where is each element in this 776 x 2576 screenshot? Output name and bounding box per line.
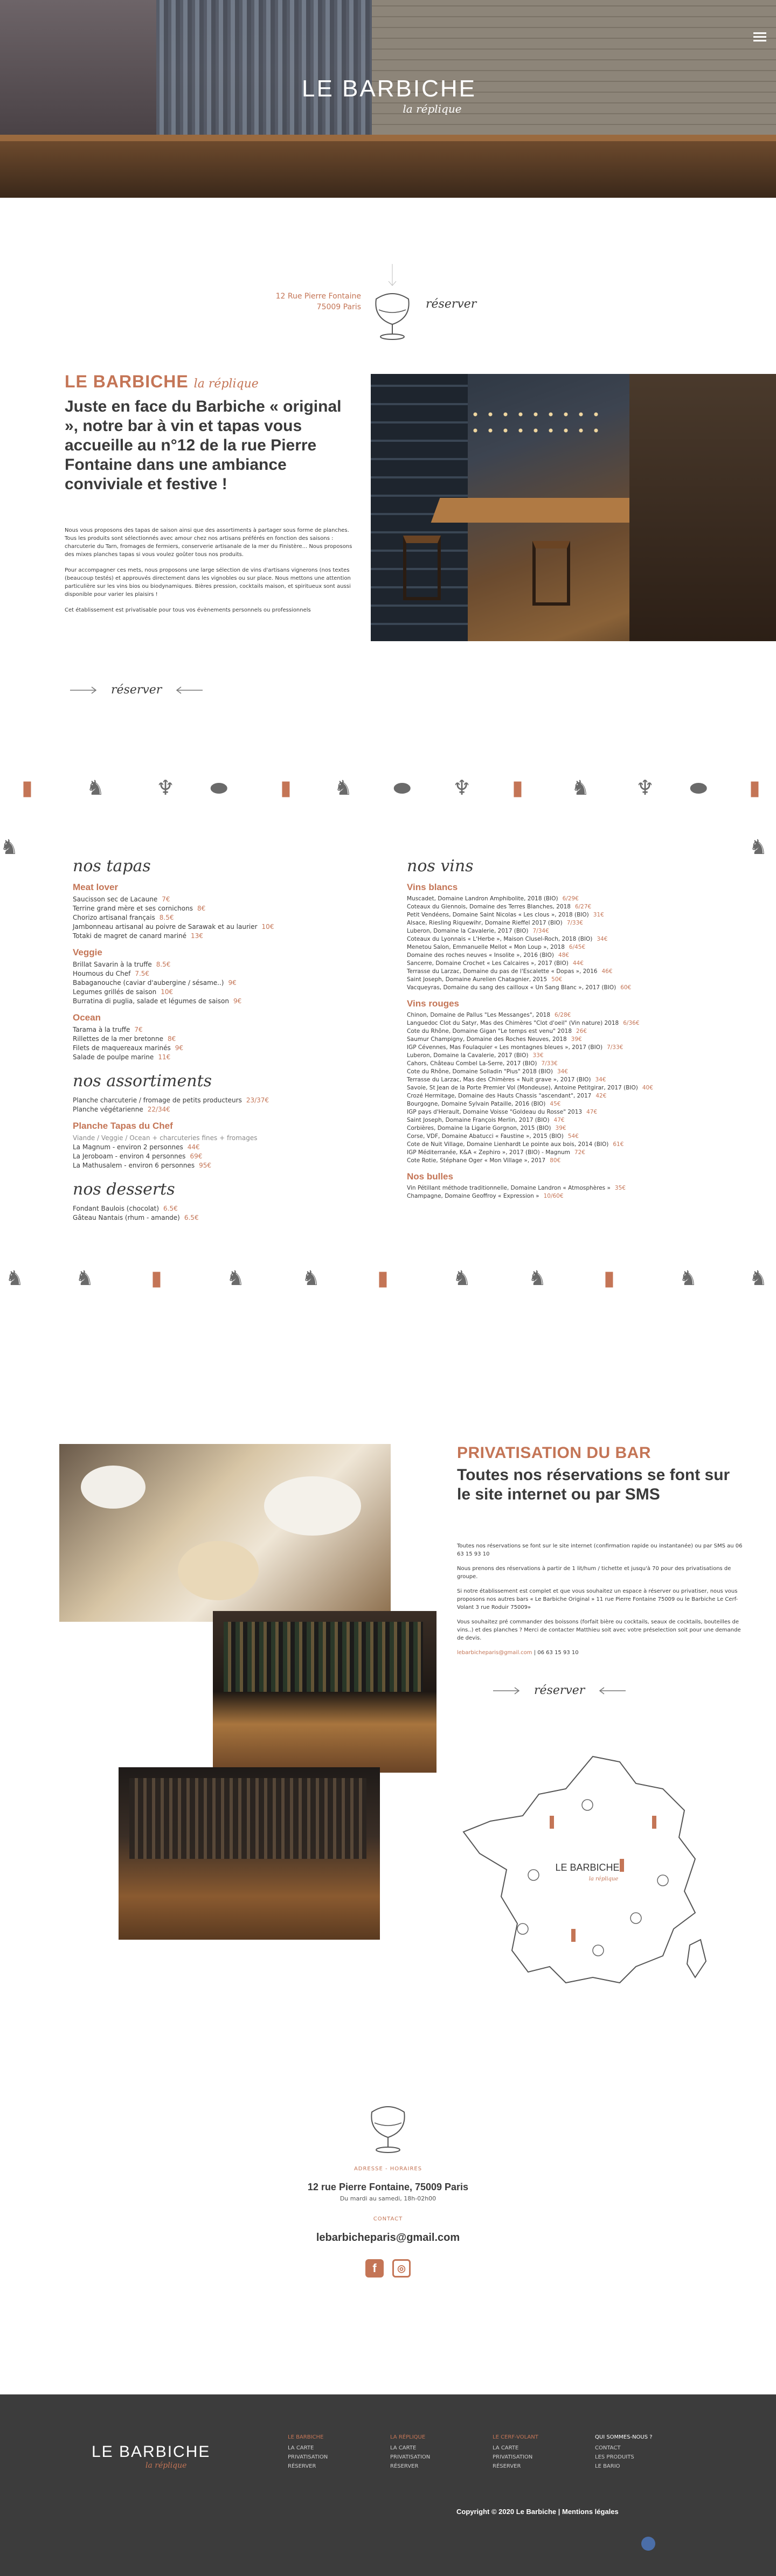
menu-item [73, 997, 353, 1006]
menu-item-price: 54€ [567, 1133, 579, 1140]
menu-item-label: Savoie, St Jean de la Porte Premier Vol (Mondeuse), Antoine Petitgirar, 2017 (BIO) [407, 1085, 638, 1091]
intro-brand [65, 372, 356, 392]
privatisation-email-link[interactable]: lebarbicheparis@gmail.com [457, 1650, 532, 1656]
footer-link[interactable]: PRIVATISATION [288, 2454, 328, 2460]
tapas-title: nos tapas [73, 857, 151, 876]
menu-item-label: Babaganouche (caviar d'aubergine / sésame..) [73, 979, 224, 987]
menu-item-label: Corbières, Domaine la Ligarie Gorgnon, 2015 (BIO) [407, 1125, 551, 1131]
assortiments-title: nos assortiments [73, 1072, 212, 1091]
menu-item-price: 9€ [233, 997, 242, 1005]
menu-item-price: 7/34€ [532, 928, 549, 934]
bar-counter-photo [119, 1767, 380, 1940]
menu-item [73, 1053, 353, 1062]
goat-icon: ♞ [5, 1266, 24, 1290]
menu-item [73, 1143, 353, 1152]
menu-item-price: 9€ [175, 1044, 184, 1052]
menu-item-price: 6/27€ [574, 904, 592, 910]
menu-item-price: 34€ [595, 1077, 606, 1083]
menu-item [407, 1019, 709, 1027]
instagram-icon[interactable]: ◎ [392, 2259, 411, 2278]
menu-item [407, 1060, 709, 1068]
menu-item [73, 932, 353, 941]
footer-column-heading[interactable]: LE CERF-VOLANT [493, 2434, 538, 2440]
footer-link[interactable]: CONTACT [595, 2445, 621, 2451]
privatisation-paragraph-1: Toutes nos réservations se font sur le site internet (confirmation rapide ou instantanée) ou par SMS au 06 63 15 93 10 [457, 1543, 743, 1557]
menu-item-label: Cote Rotie, Stéphane Oger « Mon Village », 2017 [407, 1157, 546, 1164]
menu-item [73, 1213, 353, 1223]
bottle-icon: ▮ [604, 1266, 615, 1290]
menu-item-label: Gâteau Nantais (rhum - amande) [73, 1214, 180, 1221]
menu-item-label: Luberon, Domaine la Cavalerie, 2017 (BIO) [407, 928, 529, 934]
bottle-icon: ▮ [749, 776, 760, 800]
menu-item-label: Luberon, Domaine la Cavalerie, 2017 (BIO) [407, 1052, 529, 1059]
menu-item-label: Bourgogne, Domaine Sylvain Pataille, 2016 (BIO) [407, 1101, 546, 1107]
menu-column-food [73, 857, 353, 1223]
footer-link[interactable]: PRIVATISATION [390, 2454, 431, 2460]
menu-item-price: 26€ [576, 1028, 587, 1034]
hero-logo-subtitle: la réplique [403, 102, 462, 115]
chef-board-list [73, 1143, 353, 1170]
menu-category-title: Vins rouges [407, 998, 459, 1009]
menu-item-price: 44€ [572, 960, 584, 967]
menu-item-label: Fondant Baulois (chocolat) [73, 1205, 160, 1212]
menu-item-price: 35€ [614, 1185, 626, 1191]
menu-item [407, 935, 709, 943]
wine-shelf-photo [213, 1611, 436, 1773]
menu-item-label: La Jeroboam - environ 4 personnes [73, 1152, 186, 1160]
menu-item [73, 904, 353, 913]
contact-label: CONTACT [373, 2216, 403, 2222]
menu-item-price: 22/34€ [147, 1106, 170, 1113]
menu-item-price: 40€ [642, 1085, 653, 1091]
arrow-left-icon [599, 1687, 626, 1695]
menu-item-price: 50€ [551, 976, 563, 983]
contact-email[interactable]: lebarbicheparis@gmail.com [316, 2232, 460, 2244]
menu-item [407, 984, 709, 992]
menu-item [407, 1100, 709, 1108]
menu-item-price: 80€ [550, 1157, 561, 1164]
footer-column-heading[interactable]: LA RÉPLIQUE [390, 2434, 426, 2440]
contact-section [0, 2096, 776, 2278]
menu-item-label: Vacqueyras, Domaine du sang des cailloux « Un Sang Blanc », 2017 (BIO) [407, 984, 616, 991]
menu-item [407, 1044, 709, 1052]
intro-reserve-row[interactable] [70, 683, 203, 697]
cork-icon: ⬬ [690, 776, 708, 800]
social-links [0, 2259, 776, 2278]
menu-item-label: Menetou Salon, Emmanuelle Mellot « Mon Loup », 2018 [407, 944, 565, 950]
menu-item-price: 7/33€ [566, 920, 583, 926]
menu-item-label: Planche végétarienne [73, 1106, 143, 1113]
privatisation-paragraph-4: Vous souhaitez pré commander des boissons (forfait bière ou cocktails, seaux de cocktails, bouteilles de vins..) et des planches ? Merci de contacter Matthieu soit avec votre préselection soit pour une demande de devis. [457, 1619, 741, 1641]
menu-item [407, 1084, 709, 1092]
goat-icon: ♞ [334, 776, 353, 800]
menu-item-label: Saumur Champigny, Domaine des Roches Neuves, 2018 [407, 1036, 567, 1043]
menu-item-price: 8€ [197, 905, 206, 912]
menu-item-label: IGP Méditerranée, K&A « Zephiro », 2017 (BIO) - Magnum [407, 1149, 570, 1156]
reserve-link-top[interactable]: réserver [426, 297, 477, 311]
menu-item [73, 988, 353, 997]
decorative-icons-bottom [0, 1266, 776, 1304]
menu-item-label: Brillat Savarin à la truffe [73, 961, 152, 968]
menu-item [407, 1116, 709, 1124]
goat-icon: ♞ [453, 1266, 472, 1290]
menu-item-price: 7.5€ [135, 970, 150, 977]
goat-icon: ♞ [0, 835, 19, 859]
menu-item-price: 7/33€ [607, 1044, 623, 1051]
menu-item [407, 1192, 709, 1200]
menu-item-label: Domaine des roches neuves « Insolite », 2016 (BIO) [407, 952, 555, 959]
privatisation-contact [457, 1649, 743, 1657]
menu-item [73, 1044, 353, 1053]
menu-item-label: Legumes grillés de saison [73, 988, 157, 996]
privatisation-title: PRIVATISATION DU BAR [457, 1444, 651, 1462]
intro-paragraphs [65, 526, 356, 614]
hero-counter [0, 141, 776, 198]
map-logo-subtitle: la réplique [588, 1876, 619, 1882]
footer-column [493, 2434, 552, 2471]
goat-icon: ♞ [749, 835, 768, 859]
bottle-icon: ▮ [280, 776, 292, 800]
menu-item [73, 969, 353, 978]
france-map-illustration [458, 1751, 717, 1988]
glass-icon: ♆ [636, 776, 655, 800]
footer-link[interactable]: RÉSERVER [493, 2463, 521, 2469]
intro-brand-name: LE BARBICHE [65, 372, 189, 391]
menu-item-price: 34€ [557, 1068, 568, 1075]
footer-link[interactable]: LES PRODUITS [595, 2454, 634, 2460]
footer-link[interactable]: LA CARTE [390, 2445, 417, 2451]
menu-item [407, 960, 709, 968]
menu-item-price: 10€ [161, 988, 174, 996]
menu-item-price: 7€ [134, 1026, 143, 1033]
menu-item-price: 47€ [553, 1117, 565, 1123]
menu-item [407, 1027, 709, 1036]
menu-item-label: Chinon, Domaine de Pallus "Les Messanges", 2018 [407, 1012, 551, 1018]
glass-icon: ♆ [453, 776, 472, 800]
menu-item-price: 6/36€ [623, 1020, 640, 1026]
menu-item [73, 1025, 353, 1034]
menu-item-price: 46€ [601, 968, 613, 975]
privatisation-phone: | 06 63 15 93 10 [534, 1650, 579, 1656]
site-footer [0, 2394, 776, 2576]
footer-link[interactable]: RÉSERVER [288, 2463, 316, 2469]
glass-icon: ♆ [156, 776, 175, 800]
menu-item-price: 13€ [191, 932, 203, 940]
menu-item [407, 943, 709, 952]
menu-item [73, 1161, 353, 1170]
menu-item-label: Cote du Rhône, Domaine Solladin "Pius" 2018 (BIO) [407, 1068, 553, 1075]
menu-item [407, 976, 709, 984]
menu-item [407, 1011, 709, 1019]
intro-reserve-link[interactable]: réserver [111, 683, 162, 697]
menu-item-label: Tarama à la truffe [73, 1026, 130, 1033]
privatisation-photos [59, 1444, 436, 1940]
menu-item [407, 903, 709, 911]
menu-item [407, 952, 709, 960]
footer-nav [288, 2434, 654, 2471]
menu-item-label: Terrasse du Larzac, Domaine du pas de l'Escalette « Dopas », 2016 [407, 968, 598, 975]
menu-item-label: Sancerre, Domaine Crochet « Les Calcaires », 2017 (BIO) [407, 960, 569, 967]
footer-link[interactable]: LA CARTE [493, 2445, 519, 2451]
menu-item-price: 7/33€ [541, 1060, 558, 1067]
bottle-icon: ▮ [151, 1266, 162, 1290]
menu-item-label: Corse, VDF, Domaine Abatucci « Faustine », 2015 (BIO) [407, 1133, 564, 1140]
hero-wall-left [0, 0, 156, 135]
bar-interior-photo [371, 374, 776, 641]
footer-column [288, 2434, 347, 2471]
menu-item-price: 39€ [571, 1036, 582, 1043]
menu-item [407, 911, 709, 919]
menu-item [73, 913, 353, 922]
privacy-badge-icon[interactable] [641, 2537, 655, 2551]
footer-link[interactable]: LA CARTE [288, 2445, 314, 2451]
chef-board-subtitle: Viande / Veggie / Ocean + charcuteries fines + fromages [73, 1134, 258, 1142]
menu-item-label: Houmous du Chef [73, 970, 131, 977]
bottle-icon: ▮ [512, 776, 523, 800]
menu-item-price: 11€ [158, 1053, 171, 1061]
menu-item-label: Vin Pétillant méthode traditionnelle, Domaine Landron « Atmosphères » [407, 1185, 611, 1191]
menu-item-label: Terrine grand mère et ses cornichons [73, 905, 193, 912]
menu-item-price: 6.5€ [184, 1214, 199, 1221]
menu-item-price: 72€ [574, 1149, 585, 1156]
tapas-categories [73, 882, 353, 1062]
menu-section [0, 776, 776, 1369]
menu-item [407, 1149, 709, 1157]
facebook-icon[interactable]: f [365, 2259, 384, 2278]
menu-item-label: Cote du Rhône, Domaine Gigan "Le temps est venu" 2018 [407, 1028, 572, 1034]
footer-logo[interactable] [92, 2443, 242, 2470]
menu-item-price: 23/37€ [246, 1096, 269, 1104]
menu-item [73, 960, 353, 969]
footer-column-heading[interactable]: LE BARBICHE [288, 2434, 324, 2440]
menu-item-label: Languedoc Clot du Satyr, Mas des Chimères "Clot d'oeil" (Vin nature) 2018 [407, 1020, 619, 1026]
menu-item-label: Cahors, Château Combel La-Serre, 2017 (BIO) [407, 1060, 537, 1067]
menu-item-label: Terrasse du Larzac, Mas des Chimères « Nuit grave », 2017 (BIO) [407, 1077, 591, 1083]
menu-item [73, 895, 353, 904]
menu-item-label: La Magnum - environ 2 personnes [73, 1143, 183, 1151]
menu-item-price: 6.5€ [163, 1205, 178, 1212]
menu-item-price: 44€ [187, 1143, 200, 1151]
menu-item-price: 95€ [199, 1162, 212, 1169]
wine-categories [407, 882, 709, 1200]
menu-item-price: 10/60€ [543, 1193, 564, 1199]
menu-item-label: Cote de Nuit Village, Domaine Lienhardt Le pointe aux bois, 2014 (BIO) [407, 1141, 609, 1148]
footer-link[interactable]: LE BARIO [595, 2463, 620, 2469]
cork-icon: ⬬ [210, 776, 228, 800]
menu-item-price: 61€ [613, 1141, 624, 1148]
menu-item [407, 895, 709, 903]
desserts-list [73, 1204, 353, 1223]
menu-category-title: Vins blancs [407, 882, 458, 892]
privatisation-paragraphs [457, 1542, 743, 1657]
menu-item [407, 1068, 709, 1076]
footer-copyright[interactable]: Copyright © 2020 Le Barbiche | Mentions légales [456, 2508, 619, 2516]
goat-icon: ♞ [226, 1266, 245, 1290]
menu-column-wine [407, 857, 709, 1200]
goat-icon: ♞ [302, 1266, 321, 1290]
goat-icon: ♞ [749, 1266, 768, 1290]
menu-item-label: Salade de poulpe marine [73, 1053, 154, 1061]
contact-address-label: ADRESSE - HORAIRES [354, 2166, 422, 2172]
cork-icon: ⬬ [393, 776, 411, 800]
menu-item-price: 6/45€ [569, 944, 586, 950]
footer-column [390, 2434, 449, 2471]
arrow-right-icon [70, 686, 97, 694]
goat-icon: ♞ [86, 776, 105, 800]
menu-item [407, 1141, 709, 1149]
hamburger-menu-icon[interactable] [753, 32, 766, 42]
menu-item-label: Saucisson sec de Lacaune [73, 895, 158, 903]
menu-item-price: 10€ [261, 923, 274, 931]
menu-item-price: 60€ [620, 984, 632, 991]
menu-item-label: Alsace, Riesling Riquewihr, Domaine Rieffel 2017 (BIO) [407, 920, 563, 926]
menu-item-price: 31€ [593, 912, 604, 918]
privatisation-paragraph-3: Si notre établissement est complet et que vous souhaitez un espace à réserver ou privatiser, nous vous proposons nos autres bars « Le Barbiche Original » 11 rue Pierre Fontaine 75009 ou le Barbiche Le Cerf-Volant 3 rue Roduir 75009» [457, 1588, 738, 1610]
menu-item-price: 69€ [190, 1152, 203, 1160]
hero-banner [0, 0, 776, 198]
menu-item-label: Rillettes de la mer bretonne [73, 1035, 164, 1043]
menu-item-label: Filets de maquereaux marinés [73, 1044, 171, 1052]
menu-item [407, 1157, 709, 1165]
menu-item-label: Coteaux du Lyonnais « L'Herbe », Maison Clusel-Roch, 2018 (BIO) [407, 936, 593, 942]
goat-icon: ♞ [679, 1266, 698, 1290]
menu-item-price: 33€ [532, 1052, 544, 1059]
bottle-icon: ▮ [377, 1266, 389, 1290]
intro-brand-subtitle: la réplique [193, 377, 259, 391]
menu-item-label: Crozé Hermitage, Domaine des Hauts Chassis "ascendant", 2017 [407, 1093, 592, 1099]
menu-item-label: Burratina di puglia, salade et légumes de saison [73, 997, 229, 1005]
desserts-title: nos desserts [73, 1180, 175, 1199]
menu-item [407, 1133, 709, 1141]
menu-item [407, 1076, 709, 1084]
menu-item-price: 47€ [586, 1109, 598, 1115]
menu-item [407, 1092, 709, 1100]
menu-item [73, 922, 353, 932]
map-logo-title: LE BARBICHE [555, 1862, 620, 1873]
menu-item [73, 1152, 353, 1161]
privatisation-headline: Toutes nos réservations se font sur le site internet ou par SMS [457, 1466, 730, 1503]
menu-item-label: Saint Joseph, Domaine Aurelien Chatagnier, 2015 [407, 976, 548, 983]
footer-link[interactable]: PRIVATISATION [493, 2454, 533, 2460]
intro-paragraph-2: Pour accompagner ces mets, nous proposons une large sélection de vins d'artisans vignerons (nos textes (beaucoup testés) et approuvés directement dans les vignobles ou sur place. Nous mettons une attention particulière sur les vins bios ou biodynamiques. Bières pression, cocktails maison, et spiritueux sont aussi disponible pour varier les plaisirs ! [65, 567, 351, 598]
menu-category-title: Meat lover [73, 882, 119, 892]
menu-item-label: IGP Cévennes, Mas Foulaquier « Les montagnes bleues », 2017 (BIO) [407, 1044, 603, 1051]
menu-item [73, 978, 353, 988]
wines-title: nos vins [407, 857, 474, 876]
menu-item-label: Coteaux du Giennois, Domaine des Terres Blanches, 2018 [407, 904, 571, 910]
menu-category-title: Ocean [73, 1012, 101, 1023]
arrow-left-icon [176, 686, 203, 694]
hero-logo[interactable] [265, 75, 513, 145]
goat-icon: ♞ [571, 776, 590, 800]
menu-item [407, 1124, 709, 1133]
menu-item [407, 1184, 709, 1192]
privatisation-paragraph-2: Nous prenons des réservations à partir de 1 lit/hum / tichette et jusqu'à 70 pour des privatisations de groupe. [457, 1566, 731, 1580]
assortiments-list [73, 1096, 353, 1114]
menu-item-label: Chorizo artisanal français [73, 914, 155, 921]
menu-item-label: Petit Vendéens, Domaine Saint Nicolas « Les clous », 2018 (BIO) [407, 912, 589, 918]
menu-item-price: 6/29€ [562, 895, 579, 902]
menu-item [407, 927, 709, 935]
hero-logo-title: LE BARBICHE [302, 75, 476, 102]
footer-logo-title: LE BARBICHE [92, 2443, 211, 2461]
menu-item [407, 919, 709, 927]
intro-section [65, 372, 356, 614]
intro-paragraph-1: Nous vous proposons des tapas de saison ainsi que des assortiments à partager sous forme de planches. Tous les produits sont sélectionnés avec amour chez nos artisans préférés en fonction des saisons : charcuterie du Tarn, fromages de fermiers, conserverie artisanale de la mer du Finistère... Nous proposons des mixes planches tapas si vous voulez goûter tous nos produits. [65, 527, 352, 558]
bottle-icon: ▮ [22, 776, 33, 800]
menu-item [407, 1052, 709, 1060]
menu-item [73, 1096, 353, 1105]
privatisation-section [457, 1444, 743, 1657]
menu-item [73, 1034, 353, 1044]
menu-item-label: Totaki de magret de canard mariné [73, 932, 187, 940]
privatisation-reserve-link[interactable]: réserver [534, 1684, 585, 1697]
menu-item [73, 1204, 353, 1213]
menu-item-label: IGP pays d'Herault, Domaine Voisse "Goldeau du Rosse" 2013 [407, 1109, 583, 1115]
menu-item [407, 1036, 709, 1044]
footer-logo-subtitle: la réplique [146, 2461, 187, 2470]
menu-item-price: 8.5€ [156, 961, 171, 968]
menu-item [407, 968, 709, 976]
menu-item-label: La Mathusalem - environ 6 personnes [73, 1162, 195, 1169]
footer-column [595, 2434, 654, 2471]
arrow-right-icon [493, 1687, 520, 1695]
menu-item-price: 34€ [597, 936, 608, 942]
menu-item-label: Saint Joseph, Domaine François Merlin, 2017 (BIO) [407, 1117, 550, 1123]
address-reserve-block [0, 232, 776, 339]
menu-category-title: Veggie [73, 947, 102, 957]
menu-item-price: 9€ [228, 979, 237, 987]
menu-item-label: Champagne, Domaine Geoffroy « Expression » [407, 1193, 539, 1199]
privatisation-reserve-row[interactable] [493, 1684, 626, 1697]
chef-board-title: Planche Tapas du Chef [73, 1121, 173, 1131]
decorative-icons-top [0, 776, 776, 814]
menu-item-price: 6/28€ [555, 1012, 571, 1018]
address-line-1: 12 Rue Pierre Fontaine [275, 292, 361, 301]
menu-item-label: Planche charcuterie / fromage de petits producteurs [73, 1096, 242, 1104]
wine-glass-icon [368, 264, 417, 345]
menu-item-label: Muscadet, Domaine Landron Amphibolite, 2018 (BIO) [407, 895, 558, 902]
menu-item [73, 1105, 353, 1114]
menu-item-price: 7€ [162, 895, 170, 903]
menu-category-title: Nos bulles [407, 1171, 453, 1182]
menu-item-label: Jambonneau artisanal au poivre de Sarawak et au laurier [73, 923, 258, 931]
menu-item-price: 45€ [550, 1101, 561, 1107]
goat-icon: ♞ [75, 1266, 94, 1290]
menu-item-price: 39€ [555, 1125, 566, 1131]
goat-icon: ♞ [528, 1266, 547, 1290]
food-platter-photo [59, 1444, 391, 1622]
contact-address: 12 rue Pierre Fontaine, 75009 Paris [307, 2182, 469, 2192]
intro-paragraph-3: Cet établissement est privatisable pour tous vos évènements personnels ou professionnels [65, 607, 311, 613]
menu-item-price: 48€ [558, 952, 570, 959]
wine-glass-icon [364, 2096, 412, 2155]
footer-column-heading[interactable]: QUI SOMMES-NOUS ? [595, 2434, 653, 2440]
contact-hours: Du mardi au samedi, 18h-02h00 [340, 2195, 436, 2202]
menu-item-price: 8.5€ [159, 914, 174, 921]
menu-item-price: 8€ [168, 1035, 176, 1043]
intro-headline: Juste en face du Barbiche « original », notre bar à vin et tapas vous accueille au n°12 de la rue Pierre Fontaine dans une ambiance conviviale et festive ! [65, 398, 342, 493]
address-line-2: 75009 Paris [316, 303, 361, 311]
footer-link[interactable]: RÉSERVER [390, 2463, 419, 2469]
menu-item-price: 42€ [595, 1093, 607, 1099]
menu-item [407, 1108, 709, 1116]
address-text [226, 291, 361, 313]
